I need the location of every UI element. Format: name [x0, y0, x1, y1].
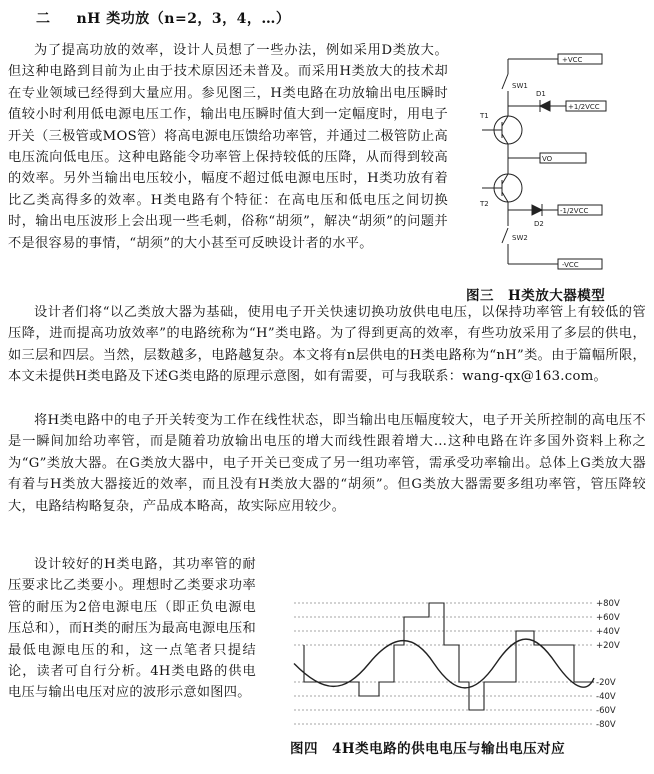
label-d1: D1 [536, 90, 546, 98]
figure4-caption: 图四 4H类电路的供电电压与输出电压对应 [290, 741, 566, 757]
paragraph-2: 设计者们将“以乙类放大器为基础，使用电子开关快速切换功放供电电压，以保持功率管上有较低的管压降，进而提高功放效率”的电路统称为“H”类电路。为了得到更高的效率，有些功放采用了多层的供电，如三层和四层。当然，层数越多，电路越复杂。本文将有n层供电的H类电路称为“nH”类。由于篇幅所限，本文未提供H类电路及下述G类电路的原理示意图，如有需要，可与我联系：wang-qx@163.com。 [8, 305, 646, 385]
label-sw1: SW1 [512, 82, 528, 90]
section-heading [36, 8, 290, 28]
section-number: 二 [36, 11, 51, 27]
paragraph-3: 将H类电路中的电子开关转变为工作在线性状态，即当输出电压幅度较大，电子开关所控制的高电压不是一瞬间加给功率管，而是随着功放输出电压的增大而线性跟着增大…这种电路在许多国外资料上称之为“G”类放大器。在G类放大器中，电子开关已变成了另一组功率管，需承受功率输出。总体上G类放大器有着与H类放大器接近的效率，而且没有H类放大器的“胡须”。但G类放大器需要多组功率管，管压降较大，电路结构略复杂，产品成本略高，故实际应用较少。 [8, 413, 646, 514]
paragraph-4: 设计较好的H类电路，其功率管的耐压要求比乙类要小。理想时乙类要求功率管的耐压为2倍电源电压（即正负电源电压总和），而H类的耐压为最高电源电压和最低电源电压的和，这一点笔者只提结论，读者可自行分析。4H类电路的供电电压与输出电压对应的波形示意如图四。 [8, 557, 256, 701]
paragraph-1: 为了提高功放的效率，设计人员想了一些办法，例如采用D类放大。但这种电路到目前为止由于技术原因还未普及。而采用H类放大的技术却在专业领域已经得到大量应用。参见图三，H类电路在功放输出电压瞬时值较小时利用低电源电压工作，输出电压瞬时值大到一定幅度时，用电子开关（三极管或MOS管）将高电源电压馈给功率管，并通过二极管防止高电压流向低电压。这种电路能令功率管上保持较低的压降，从而得到较高的效率。另外当输出电压较小，幅度不超过低电源电压时，H类功放有着比乙类高得多的效率。H类电路有个特征：在高电压和低电压之间切换时，输出电压波形上会出现一些毛刺，俗称“胡须”，解决“胡须”的问题并不是很容易的事情，“胡须”的大小甚至可反映设计者的水平。 [8, 43, 448, 251]
label-half-vcc-pos: +1/2VCC [568, 103, 600, 111]
level-label-n60: -60V [596, 706, 616, 716]
label-t1: T1 [480, 112, 489, 120]
sw1-contact [502, 74, 508, 89]
output-sine [294, 639, 594, 688]
sw2-contact [502, 228, 508, 243]
level-label-n20: -20V [596, 678, 616, 688]
section-title: nH 类功放（n=2，3，4，…） [76, 11, 291, 27]
label-vo: VO [542, 155, 553, 163]
level-label-40: +40V [596, 627, 620, 637]
level-label-80: +80V [596, 599, 620, 609]
figure4-waveform [284, 594, 646, 734]
figure3-schematic [462, 44, 646, 280]
level-label-60: +60V [596, 613, 620, 623]
label-vcc-neg: -VCC [562, 261, 579, 269]
level-label-20: +20V [596, 641, 620, 651]
label-t2: T2 [480, 200, 489, 208]
level-label-n80: -80V [596, 720, 616, 730]
level-label-n40: -40V [596, 692, 616, 702]
label-sw2: SW2 [512, 234, 528, 242]
label-d2: D2 [534, 220, 544, 228]
label-vcc-pos: +VCC [562, 56, 583, 64]
label-half-vcc-neg: -1/2VCC [560, 207, 589, 215]
figure3-caption: 图三 H类放大器模型 [466, 288, 606, 304]
